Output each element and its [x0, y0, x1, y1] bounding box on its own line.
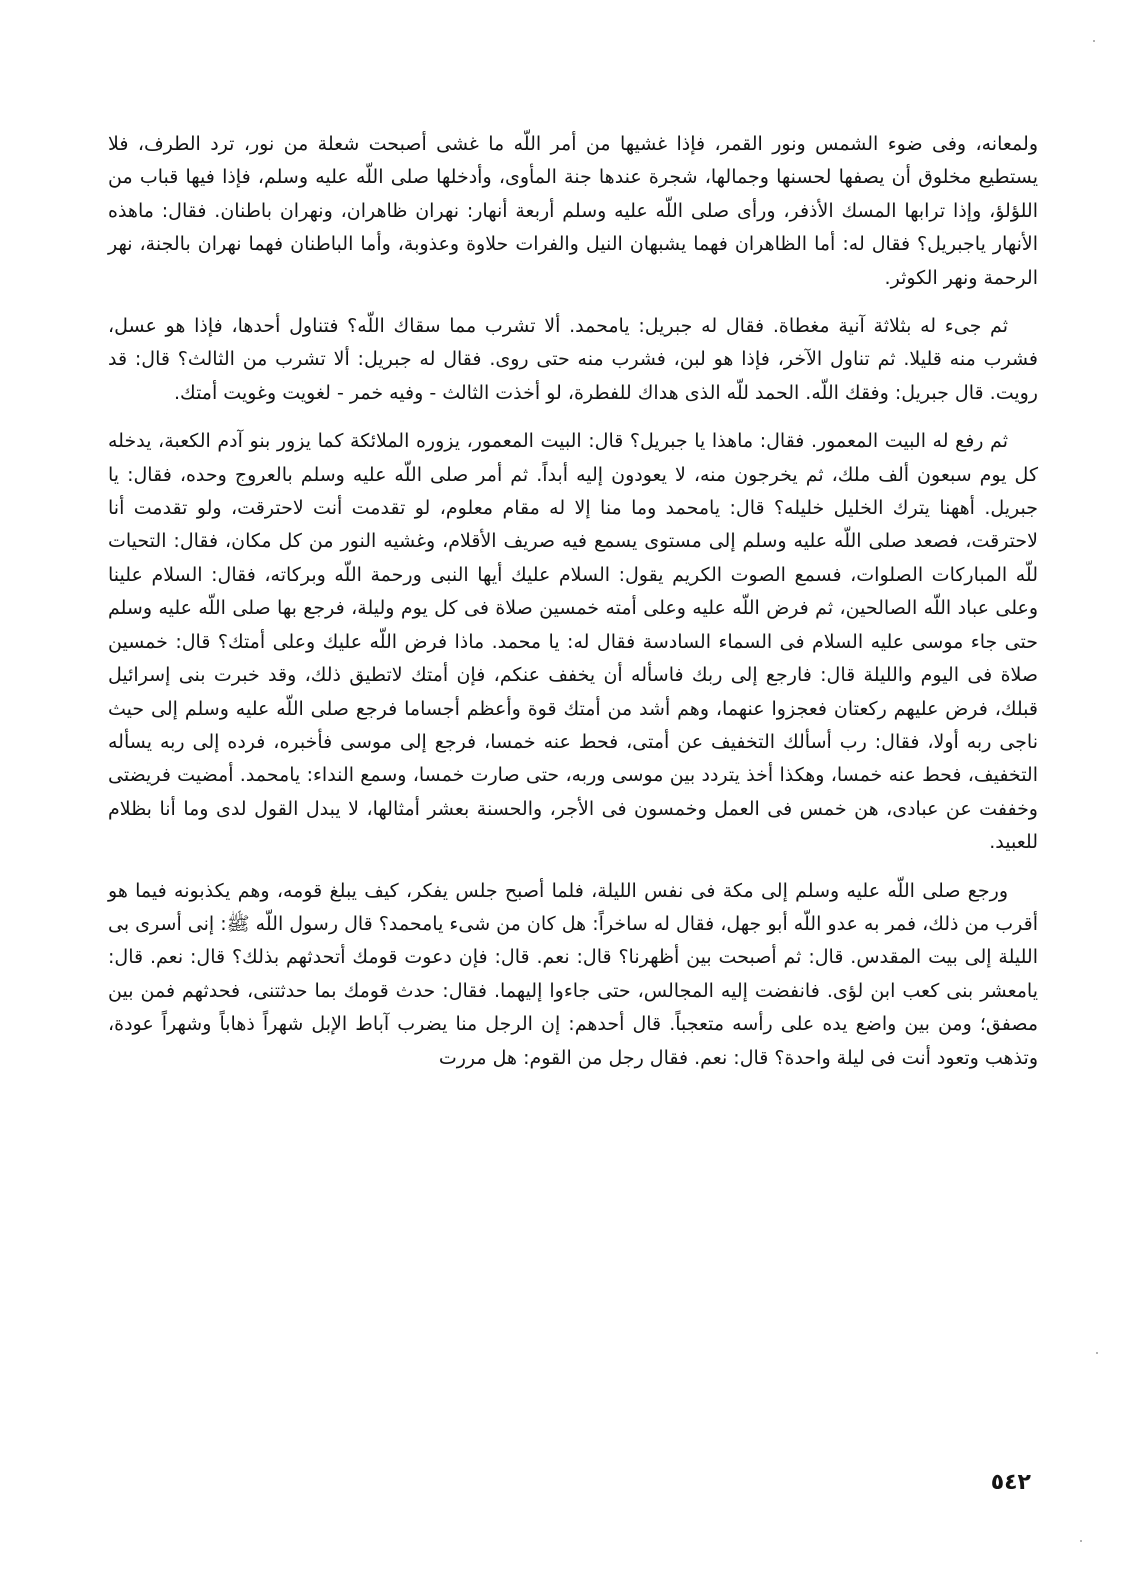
scan-speck — [1096, 1352, 1098, 1354]
paragraph-bayt-al-mamur: ثم رفع له البيت المعمور. فقال: ماهذا يا جبريل؟ قال: البيت المعمور، يزوره الملائكة كما يزور بنو آدم الكعبة، يدخله كل يوم سبعون ألف ملك، ثم يخرجون منه، لا يعودون إليه أبداً. ثم أمر صلى اللّه عليه وسلم بالعروج وحده، فقال: يا جبريل. أههنا يترك الخليل خليله؟ قال: يامحمد وما منا إلا له مقام معلوم، لو تقدمت أنت لاحترقت، ولو تقدمت أنا لاحترقت، فصعد صلى اللّه عليه وسلم إلى مستوى يسمع فيه صريف الأقلام، وغشيه النور من كل مكان، فقال: التحيات للّه المباركات الصلوات، فسمع الصوت الكريم يقول: السلام عليك أيها النبى ورحمة اللّه وبركاته، فقال: السلام علينا وعلى عباد اللّه الصالحين، ثم فرض اللّه عليه وعلى أمته خمسين صلاة فى كل يوم وليلة، فرجع بها صلى اللّه عليه وسلم حتى جاء موسى عليه السلام فى السماء السادسة فقال له: يا محمد. ماذا فرض اللّه عليك وعلى أمتك؟ قال: خمسين صلاة فى اليوم والليلة قال: فارجع إلى ربك فاسأله أن يخفف عنكم، فإن أمتك لاتطيق ذلك، وقد خبرت بنى إسرائيل قبلك، فرض عليهم ركعتان فعجزوا عنهما، وهم أشد من أمتك قوة وأعظم أجساما فرجع صلى اللّه عليه وسلم إلى حيث ناجى ربه أولا، فقال: رب أسألك التخفيف عن أمتى، فحط عنه خمسا، فرجع إلى موسى فأخبره، فرده إلى ربه يسأله التخفيف، فحط عنه خمسا، وهكذا أخذ يتردد بين موسى وربه، حتى صارت خمسا، وسمع النداء: يامحمد. أمضيت فريضتى وخففت عن عبادى، هن خمس فى العمل وخمسون فى الأجر، والحسنة بعشر أمثالها، لا يبدل القول لدى وما أنا بظلام للعبيد. — [108, 430, 1038, 854]
document-page — [108, 128, 1038, 1090]
scan-speck — [1080, 1540, 1082, 1542]
page-number: ٥٤٢ — [990, 1470, 1031, 1495]
paragraph-rivers-of-paradise: ولمعانه، وفى ضوء الشمس ونور القمر، فإذا غشيها من أمر اللّه ما غشى أصبحت شعلة من نور، ترد الطرف، فلا يستطيع مخلوق أن يصفها لحسنها وجمالها، شجرة عندها جنة المأوى، وأدخلها صلى اللّه عليه وسلم، فإذا فيها قباب من اللؤلؤ، وإذا ترابها المسك الأذفر، ورأى صلى اللّه عليه وسلم أربعة أنهار: نهران ظاهران، ونهران باطنان. فقال: ماهذه الأنهار ياجبريل؟ فقال له: أما الظاهران فهما يشبهان النيل والفرات حلاوة وعذوبة، وأما الباطنان فهما نهران بالجنة، نهر الرحمة ونهر الكوثر. — [108, 133, 1038, 289]
paragraph-three-vessels: ثم جىء له بثلاثة آنية مغطاة. فقال له جبريل: يامحمد. ألا تشرب مما سقاك اللّه؟ فتناول أحدها، فإذا هو عسل، فشرب منه قليلا. ثم تناول الآخر، فإذا هو لبن، فشرب منه حتى روى. فقال له جبريل: ألا تشرب من الثالث؟ قال: قد رويت. قال جبريل: وفقك اللّه. الحمد للّه الذى هداك للفطرة، لو أخذت الثالث - وفيه خمر - لغويت وغويت أمتك. — [108, 315, 1038, 404]
scan-speck — [1093, 40, 1095, 42]
paragraph-return-to-mecca: ورجع صلى اللّه عليه وسلم إلى مكة فى نفس الليلة، فلما أصبح جلس يفكر، كيف يبلغ قومه، وهم يكذبونه فيما هو أقرب من ذلك، فمر به عدو اللّه أبو جهل، فقال له ساخراً: هل كان من شىء يامحمد؟ قال رسول اللّه ﷺ: إنى أسرى بى الليلة إلى بيت المقدس. قال: ثم أصبحت بين أظهرنا؟ قال: نعم. قال: فإن دعوت قومك أتحدثهم بذلك؟ قال: نعم. قال: يامعشر بنى كعب ابن لؤى. فانفضت إليه المجالس، حتى جاءوا إليهما. فقال: حدث قومك بما حدثتنى، فحدثهم فمن بين مصفق؛ ومن بين واضع يده على رأسه متعجباً. قال أحدهم: إن الرجل منا يضرب آباط الإبل شهراً ذهاباً وشهراً عودة، وتذهب وتعود أنت فى ليلة واحدة؟ قال: نعم. فقال رجل من القوم: هل مررت — [108, 879, 1038, 1069]
